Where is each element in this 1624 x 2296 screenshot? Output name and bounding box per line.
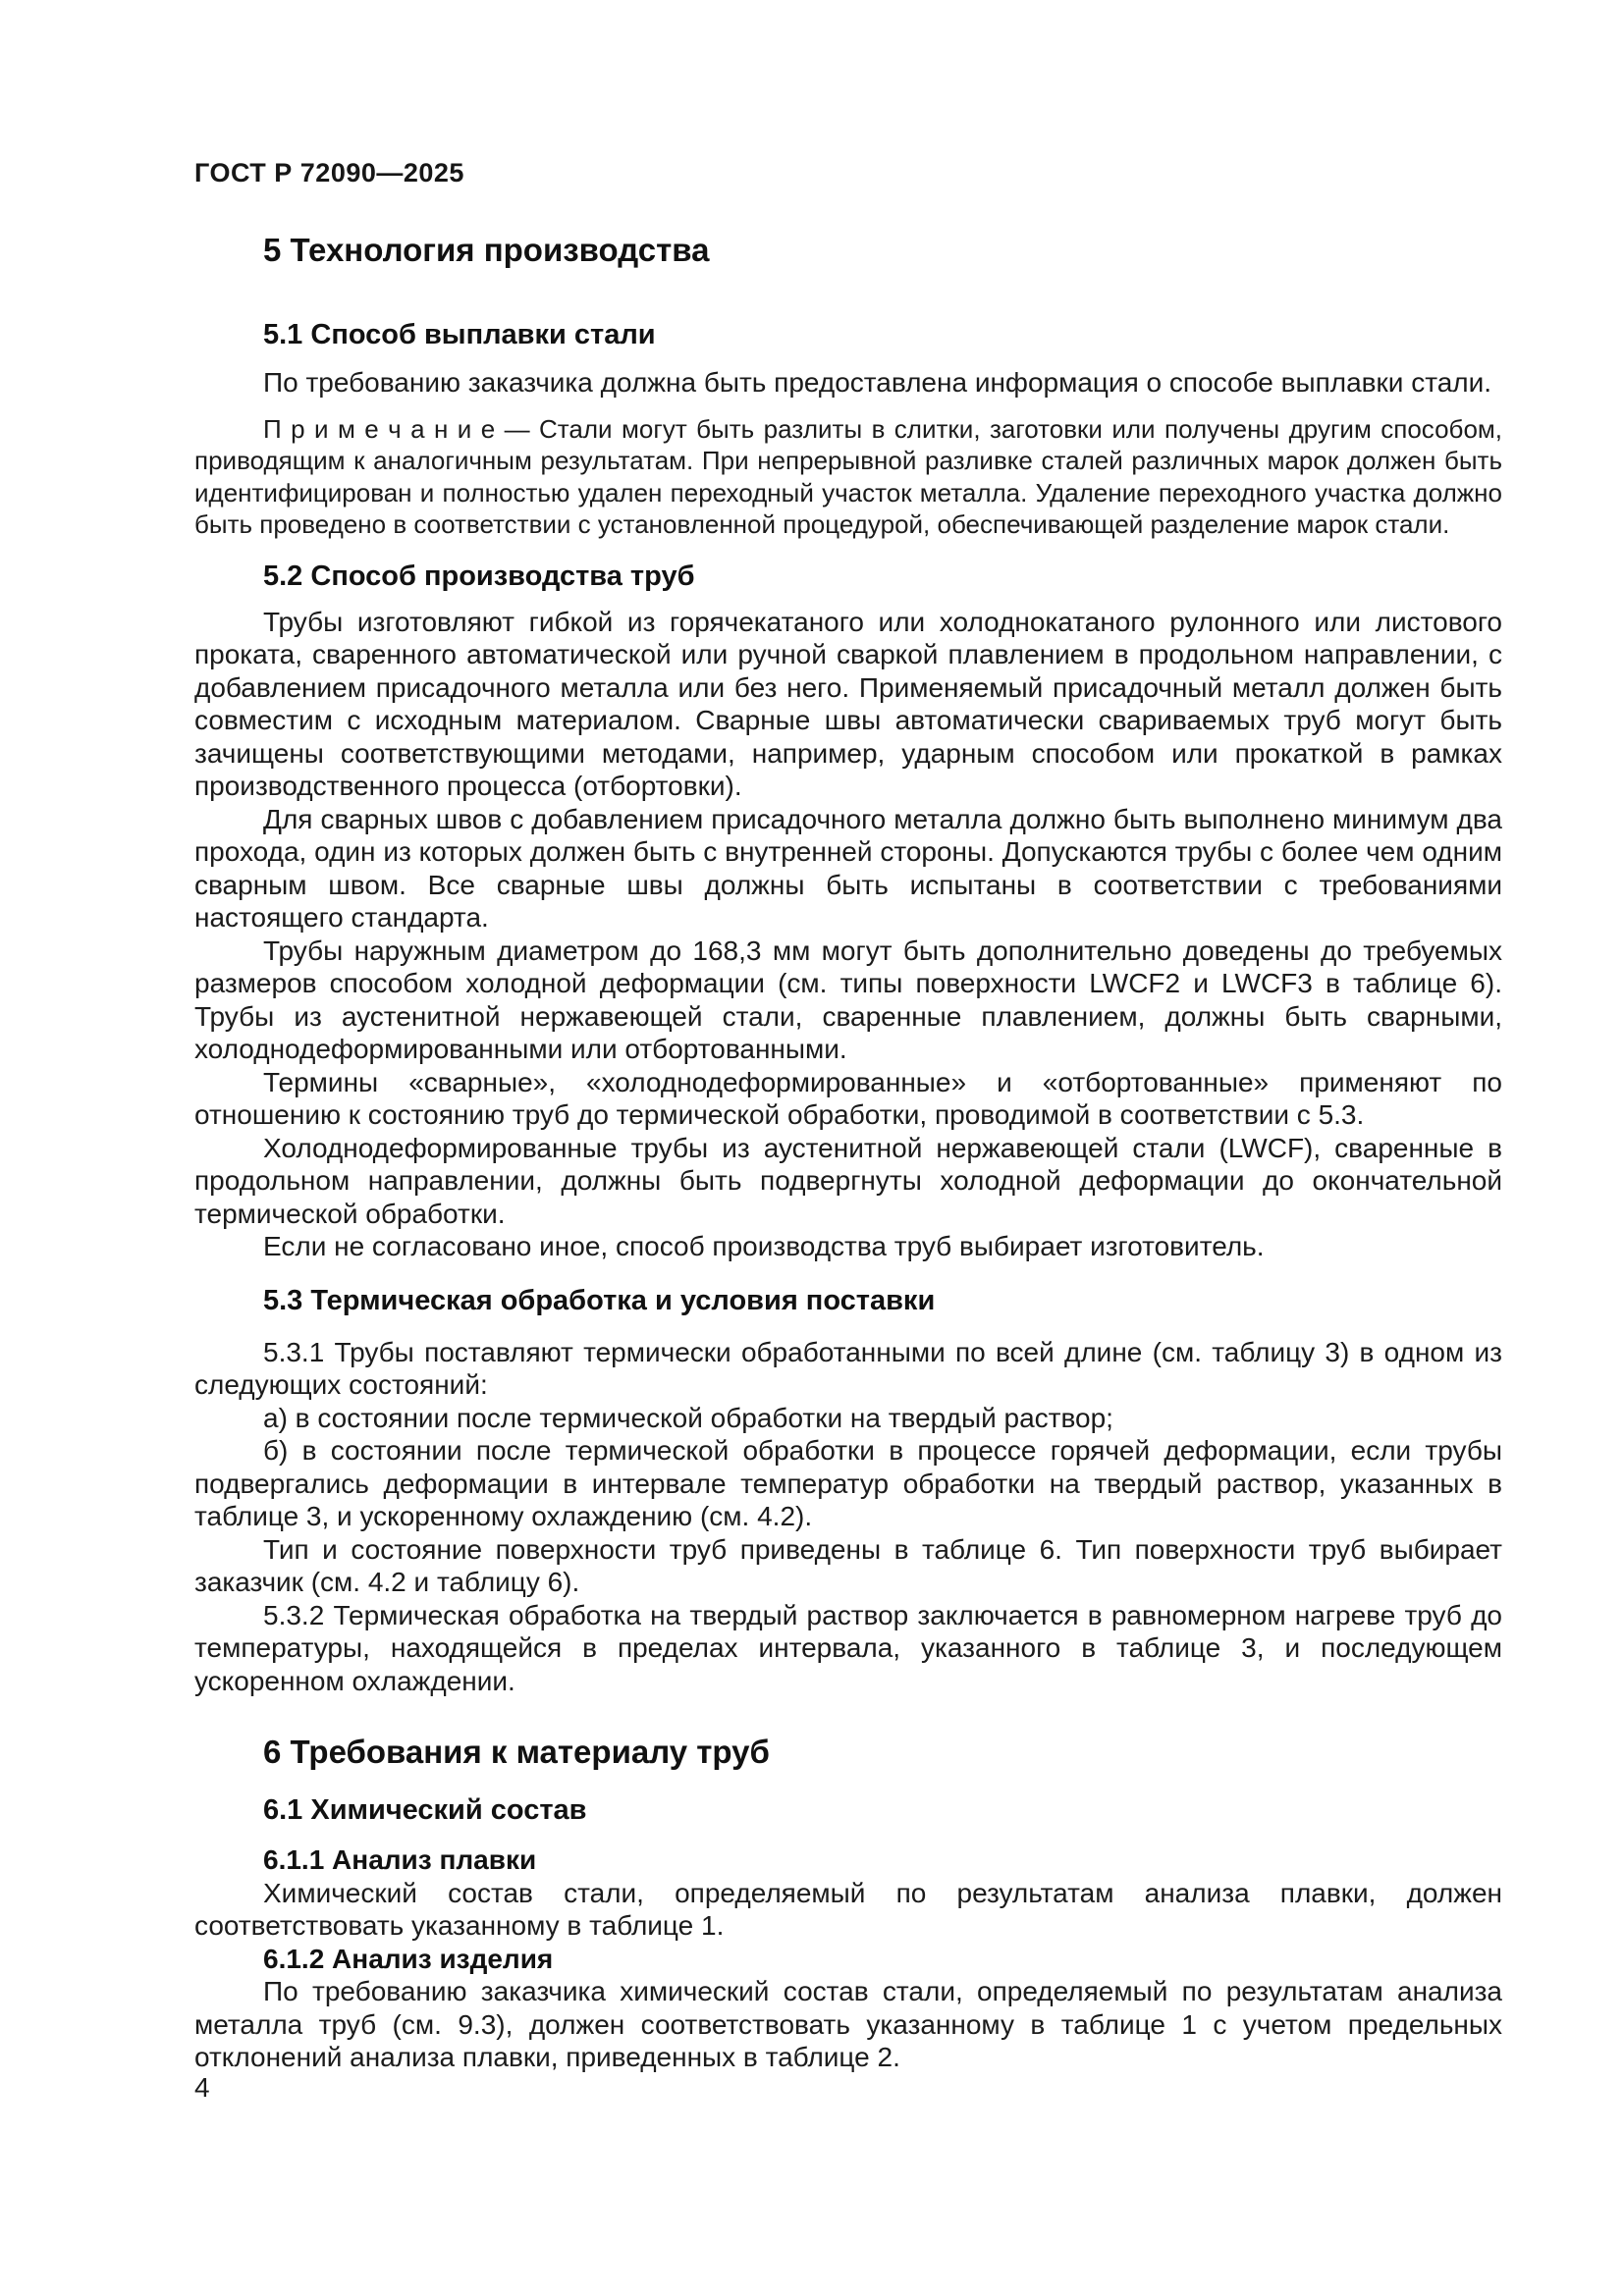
- section-5-2-paragraph-6: Если не согласовано иное, способ производства труб выбирает изготовитель.: [263, 1231, 1265, 1261]
- section-5-2-paragraph-5: Холоднодеформированные трубы из аустенитной нержавеющей стали (LWCF), сваренные в продольном направлении, должны быть подвергнуты холодной деформации до окончательной термической обработки.: [194, 1132, 1502, 1229]
- section-5-1-note: П р и м е ч а н и е — Стали могут быть разлиты в слитки, заготовки или получены другим способом, приводящим к аналогичным результатам. При непрерывной разливке сталей различных марок должен быть идентифицирован и полностью удален переходный участок металла. Удаление переходного участка должно быть проведено в соответствии с установленной процедурой, обеспечивающей разделение марок стали.: [194, 413, 1502, 539]
- page-number: 4: [194, 2072, 210, 2103]
- section-6-1-title: 6.1 Химический состав: [263, 1794, 587, 1826]
- section-6-1-2-title: 6.1.2 Анализ изделия: [263, 1943, 554, 1974]
- section-5-2-paragraph-3: Трубы наружным диаметром до 168,3 мм могут быть дополнительно доведены до требуемых размеров способом холодной деформации (см. типы поверхности LWCF2 и LWCF3 в таблице 6). Трубы из аустенитной нержавеющей стали, сваренные плавлением, должны быть сварными, холоднодеформированными или отбортованными.: [194, 934, 1502, 1064]
- section-5-3-2-paragraph: 5.3.2 Термическая обработка на твердый раствор заключается в равномерном нагреве труб до температуры, находящейся в пределах интервала, указанного в таблице 3, и последующем ускоренном охлаждении.: [194, 1599, 1502, 1696]
- section-5-2-paragraph-1: Трубы изготовляют гибкой из горячекатаного или холоднокатаного рулонного или листового проката, сваренного автоматической или ручной сваркой плавлением в продольном направлении, с добавлением присадочного металла или без него. Применяемый присадочный металл должен быть совместим с исходным материалом. Сварные швы автоматически свариваемых труб могут быть зачищены соответствующими методами, например, ударным способом или прокаткой в рамках производственного процесса (отбортовки).: [194, 606, 1502, 801]
- section-5-3-title: 5.3 Термическая обработка и условия поставки: [263, 1284, 936, 1316]
- section-6-1-1-title: 6.1.1 Анализ плавки: [263, 1844, 537, 1875]
- section-5-1-title: 5.1 Способ выплавки стали: [263, 319, 656, 350]
- section-5-title: 5 Технология производства: [263, 232, 710, 268]
- section-5-3-surface-paragraph: Тип и состояние поверхности труб приведены в таблице 6. Тип поверхности труб выбирает заказчик (см. 4.2 и таблицу 6).: [194, 1533, 1502, 1597]
- section-6-1-2-paragraph: По требованию заказчика химический состав стали, определяемый по результатам анализа металла труб (см. 9.3), должен соответствовать указанному в таблице 1 с учетом предельных отклонений анализа плавки, приведенных в таблице 2.: [194, 1976, 1502, 2072]
- section-6-1-1-paragraph: Химический состав стали, определяемый по результатам анализа плавки, должен соответствовать указанному в таблице 1.: [194, 1877, 1502, 1941]
- section-5-2-paragraph-4: Термины «сварные», «холоднодеформированные» и «отбортованные» применяют по отношению к состоянию труб до термической обработки, проводимой в соответствии с 5.3.: [194, 1066, 1502, 1130]
- section-5-3-list-item-a: а) в состоянии после термической обработки на твердый раствор;: [263, 1402, 1113, 1433]
- running-header: ГОСТ Р 72090—2025: [194, 158, 464, 187]
- section-6-title: 6 Требования к материалу труб: [263, 1734, 770, 1770]
- section-5-3-1-paragraph: 5.3.1 Трубы поставляют термически обработанными по всей длине (см. таблицу 3) в одном из следующих состояний:: [194, 1336, 1502, 1400]
- section-5-2-title: 5.2 Способ производства труб: [263, 560, 695, 592]
- section-5-3-list-item-b: б) в состоянии после термической обработки в процессе горячей деформации, если трубы подвергались деформации в интервале температур обработки на твердый раствор, указанных в таблице 3, и ускоренному охлаждению (см. 4.2).: [194, 1435, 1502, 1531]
- section-5-1-paragraph: По требованию заказчика должна быть предоставлена информация о способе выплавки стали.: [263, 367, 1492, 398]
- section-5-2-paragraph-2: Для сварных швов с добавлением присадочного металла должно быть выполнено минимум два прохода, один из которых должен быть с внутренней стороны. Допускаются трубы с более чем одним сварным швом. Все сварные швы должны быть испытаны в соответствии с требованиями настоящего стандарта.: [194, 803, 1502, 933]
